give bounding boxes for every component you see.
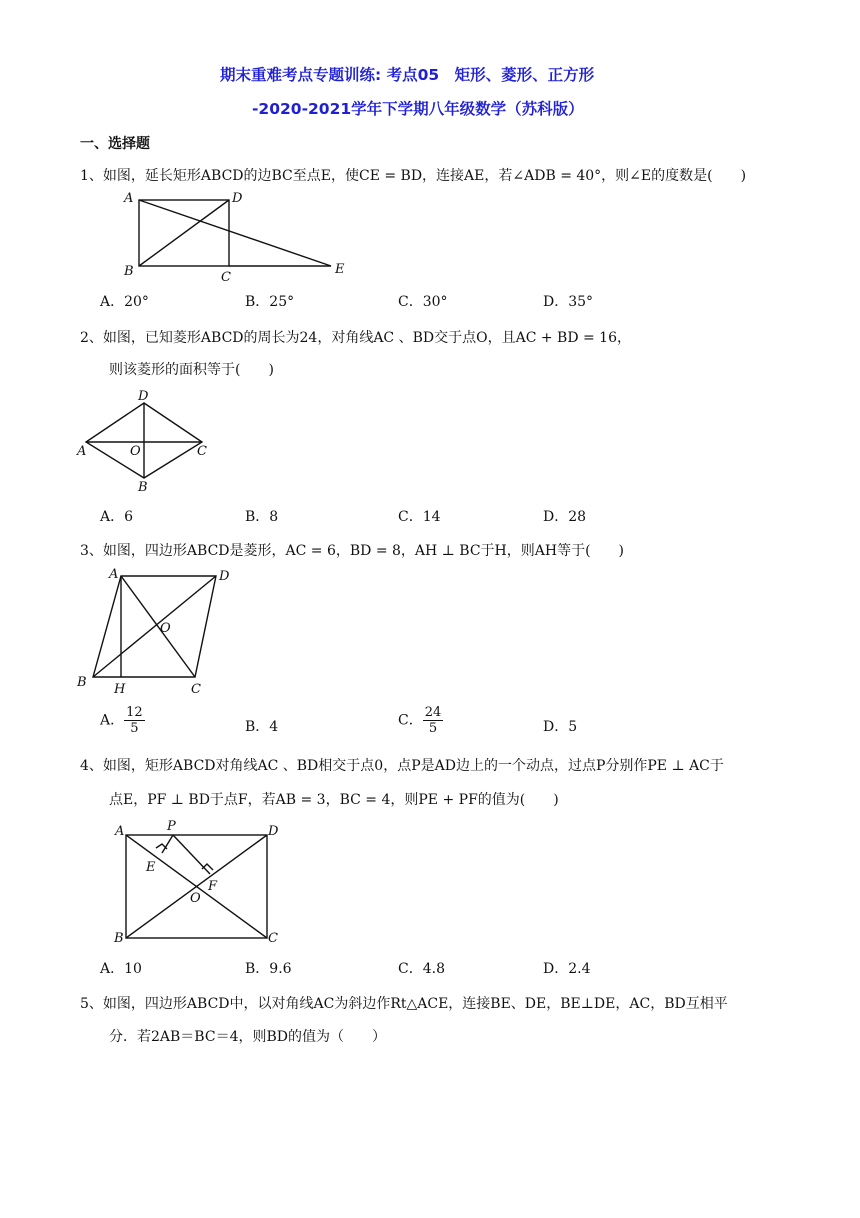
q3-label-h: H xyxy=(114,682,126,697)
q1-option-b[interactable]: B．25° xyxy=(245,294,295,310)
q1-label-c: C xyxy=(221,270,231,285)
q4-label-a: A xyxy=(115,824,125,839)
q1-option-c[interactable]: C．30° xyxy=(398,294,448,310)
q3-label-d: D xyxy=(219,569,230,584)
page-title-line1: 期末重难考点专题训练: 考点05 矩形、菱形、正方形 xyxy=(220,66,595,84)
q1-option-a[interactable]: A．20° xyxy=(100,294,149,310)
question-5-text-cont: 分．若2AB＝BC＝4，则BD的值为（ ） xyxy=(109,1029,386,1045)
q1-label-e: E xyxy=(335,262,345,277)
q4-label-o: O xyxy=(190,891,201,906)
q3-option-a-fraction: $\frac{12}{5}$ xyxy=(126,705,143,736)
question-2-text-cont: 则该菱形的面积等于( ) xyxy=(109,362,274,378)
q4-label-b: B xyxy=(114,931,124,946)
q2-option-d[interactable]: D．28 xyxy=(543,509,587,525)
question-4-text-cont: 点E，PF ⊥ BD于点F，若AB = 3，BC = 4，则PE + PF的值为( ) xyxy=(109,792,559,808)
question-3-figure xyxy=(74,562,244,698)
q2-option-a[interactable]: A．6 xyxy=(100,509,134,525)
q4-option-d[interactable]: D．2.4 xyxy=(543,961,591,977)
q2-label-a: A xyxy=(77,444,87,459)
q4-option-b[interactable]: B．9.6 xyxy=(245,961,292,977)
q2-label-o: O xyxy=(130,444,141,459)
question-1-figure xyxy=(118,188,358,288)
q3-label-c: C xyxy=(191,682,201,697)
q2-label-c: C xyxy=(197,444,207,459)
q1-label-d: D xyxy=(232,191,243,206)
q1-label-a: A xyxy=(124,191,134,206)
q4-label-f: F xyxy=(208,879,218,894)
q1-label-b: B xyxy=(124,264,134,279)
q3-option-b[interactable]: B．4 xyxy=(245,719,279,735)
question-1-text: 1、如图，延长矩形ABCD的边BC至点E，使CE = BD，连接AE，若∠ADB = 40°，则∠E的度数是( ) xyxy=(80,168,747,184)
question-3-text: 3、如图，四边形ABCD是菱形，AC = 6，BD = 8，AH ⊥ BC于H，则AH等于( ) xyxy=(80,543,625,559)
q1-option-d[interactable]: D．35° xyxy=(543,294,594,310)
q2-label-b: B xyxy=(138,480,148,495)
q3-option-a[interactable]: A． $\frac{12}{5}$ xyxy=(100,705,143,736)
q3-label-b: B xyxy=(77,675,87,690)
q4-label-c: C xyxy=(268,931,278,946)
q2-label-d: D xyxy=(138,389,149,404)
q4-label-d: D xyxy=(268,824,279,839)
q2-option-c[interactable]: C．14 xyxy=(398,509,441,525)
q3-option-c-fraction: $\frac{24}{5}$ xyxy=(424,705,442,736)
q4-label-e: E xyxy=(146,860,156,875)
question-2-text: 2、如图，已知菱形ABCD的周长为24，对角线AC 、BD交于点O，且AC + BD = 16， xyxy=(80,330,631,346)
question-4-figure xyxy=(110,815,290,950)
q2-option-b[interactable]: B．8 xyxy=(245,509,279,525)
question-5-text: 5、如图，四边形ABCD中，以对角线AC为斜边作Rt△ACE，连接BE、DE，BE⊥DE，AC，BD互相平 xyxy=(80,996,728,1012)
q4-option-a[interactable]: A．10 xyxy=(100,961,142,977)
q3-option-c[interactable]: C． $\frac{24}{5}$ xyxy=(398,705,442,736)
q3-label-o: O xyxy=(160,621,171,636)
q3-label-a: A xyxy=(109,567,119,582)
q4-label-p: P xyxy=(167,819,176,834)
question-4-text: 4、如图，矩形ABCD对角线AC 、BD相交于点0，点P是AD边上的一个动点，过点P分别作PE ⊥ AC于 xyxy=(80,758,724,774)
question-2-figure xyxy=(74,385,224,495)
page-title-line2: -2020-2021学年下学期八年级数学（苏科版） xyxy=(252,100,584,118)
q3-option-d[interactable]: D．5 xyxy=(543,719,578,735)
q4-option-c[interactable]: C．4.8 xyxy=(398,961,445,977)
section-heading: 一、选择题 xyxy=(80,136,150,152)
